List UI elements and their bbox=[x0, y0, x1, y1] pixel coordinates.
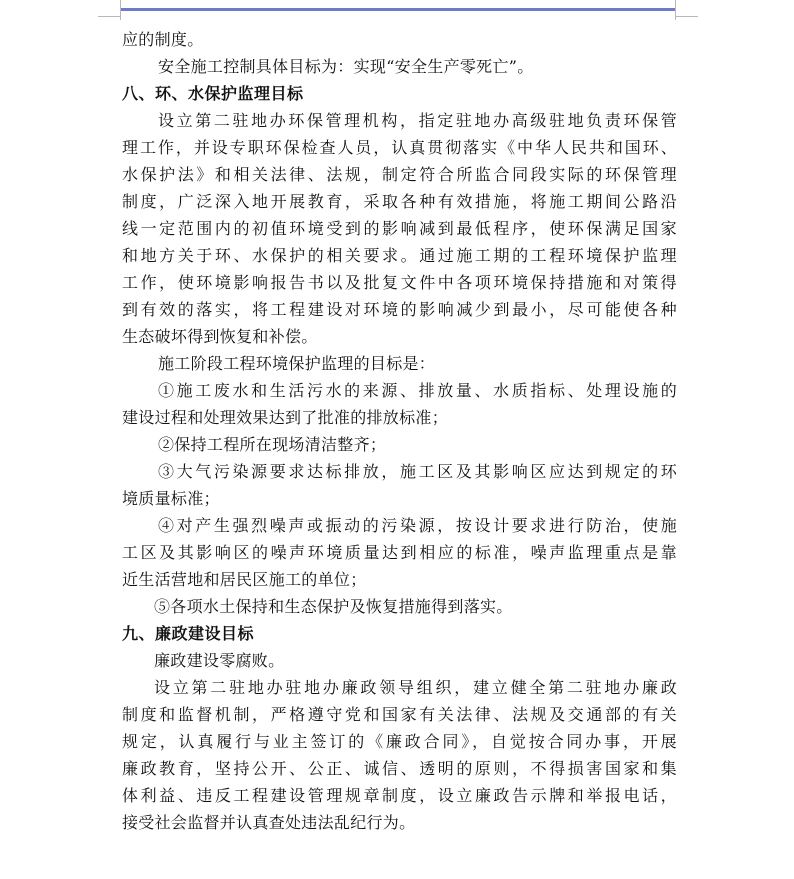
paragraph-line: 工区及其影响区的噪声环境质量达到相应的标准，噪声监理重点是靠 bbox=[122, 543, 677, 562]
paragraph-line: 境质量标准； bbox=[122, 489, 220, 508]
list-item-1: ①施工废水和生活污水的来源、排放量、水质指标、处理设施的 bbox=[158, 381, 677, 400]
paragraph-line: 廉政教育，坚持公开、公正、诚信、透明的原则，不得损害国家和集 bbox=[122, 759, 677, 778]
paragraph-line: 制度，广泛深入地开展教育，采取各种有效措施，将施工期间公路沿 bbox=[122, 192, 677, 211]
paragraph-line: 和地方关于环、水保护的相关要求。通过施工期的工程环境保护监理 bbox=[122, 246, 677, 265]
paragraph-line: 设立第二驻地办驻地办廉政领导组织，建立健全第二驻地办廉政 bbox=[154, 678, 677, 697]
paragraph-line: 理工作，并设专职环保检查人员，认真贯彻落实《中华人民共和国环、 bbox=[122, 138, 677, 157]
paragraph-line: 近生活营地和居民区施工的单位； bbox=[122, 570, 367, 589]
paragraph-line: 规定，认真履行与业主签订的《廉政合同》，自觉按合同办事，开展 bbox=[122, 732, 677, 751]
right-corner-mark bbox=[676, 16, 698, 17]
paragraph-line: 安全施工控制具体目标为：实现“安全生产零死亡”。 bbox=[158, 57, 534, 76]
paragraph-line: 水保护法》和相关法律、法规，制定符合所监合同段实际的环保管理 bbox=[122, 165, 677, 184]
list-item-4: ④对产生强烈噪声或振动的污染源，按设计要求进行防治，使施 bbox=[158, 516, 677, 535]
paragraph-line: 设立第二驻地办环保管理机构，指定驻地办高级驻地负责环保管 bbox=[158, 111, 677, 130]
paragraph-line: 应的制度。 bbox=[122, 30, 204, 49]
left-corner-mark bbox=[98, 16, 120, 17]
paragraph-line: 到有效的落实，将工程建设对环境的影响减少到最小，尽可能使各种 bbox=[122, 300, 677, 319]
paragraph-line: 施工阶段工程环境保护监理的目标是： bbox=[158, 354, 436, 373]
paragraph-line: 制度和监督机制，严格遵守党和国家有关法律、法规及交通部的有关 bbox=[122, 705, 677, 724]
list-item-5: ⑤各项水土保持和生态保护及恢复措施得到落实。 bbox=[154, 597, 513, 616]
section-heading-8: 八、环、水保护监理目标 bbox=[122, 84, 304, 103]
paragraph-line: 建设过程和处理效果达到了批准的排放标准； bbox=[122, 408, 449, 427]
header-rule bbox=[121, 8, 675, 11]
paragraph-line: 线一定范围内的初值环境受到的影响减到最低程序，使环保满足国家 bbox=[122, 219, 677, 238]
paragraph-line: 工作，使环境影响报告书以及批复文件中各项环境保持措施和对策得 bbox=[122, 273, 677, 292]
section-heading-9: 九、廉政建设目标 bbox=[122, 624, 255, 643]
list-item-2: ②保持工程所在现场清洁整齐； bbox=[158, 435, 387, 454]
paragraph-line: 接受社会监督并认真查处违法乱纪行为。 bbox=[122, 813, 416, 832]
paragraph-line: 廉政建设零腐败。 bbox=[154, 651, 285, 670]
paragraph-line: 体利益、违反工程建设管理规章制度，设立廉政告示牌和举报电话， bbox=[122, 786, 677, 805]
document-body bbox=[122, 26, 677, 836]
page-top-frame bbox=[120, 0, 676, 20]
paragraph-line: 生态破坏得到恢复和补偿。 bbox=[122, 327, 318, 346]
list-item-3: ③大气污染源要求达标排放，施工区及其影响区应达到规定的环 bbox=[158, 462, 677, 481]
